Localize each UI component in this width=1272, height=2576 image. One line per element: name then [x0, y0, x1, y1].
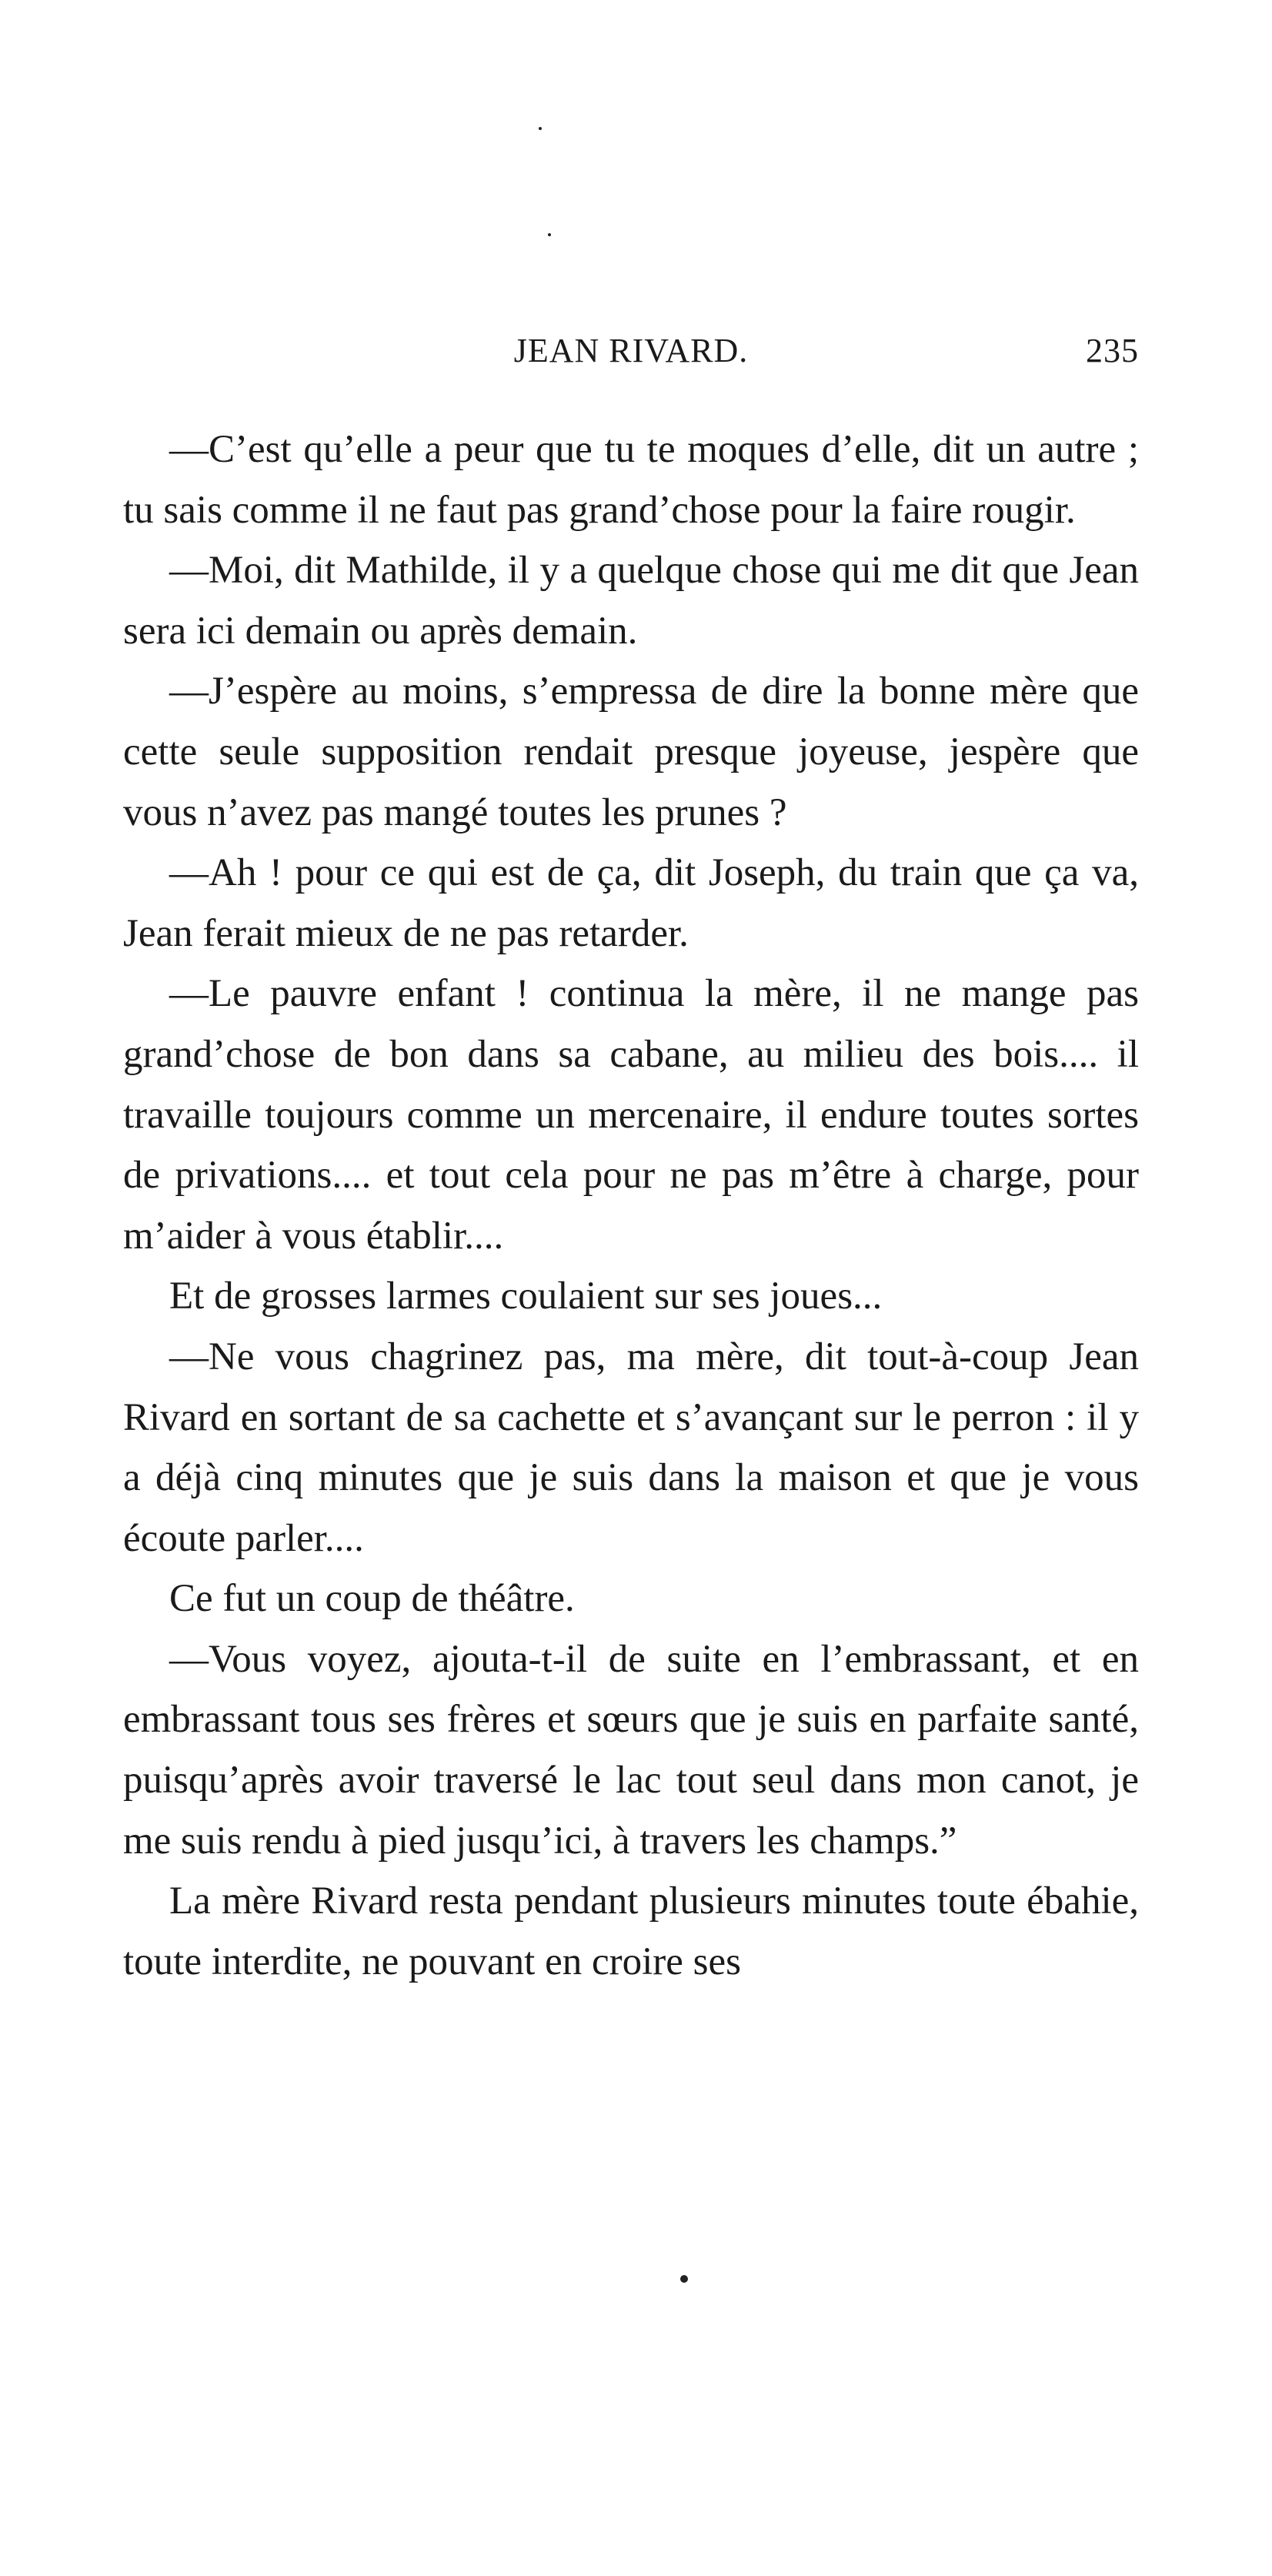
ink-speck — [548, 233, 551, 236]
paragraph: —Vous voyez, ajouta-t-il de suite en l’embrassant, et en embrassant tous ses frères et sœurs que je suis en parfaite santé, puisqu’après avoir traversé le lac tout seul dans mon canot, je me suis rendu à pied jusqu’ici, à travers les champs.” — [123, 1637, 1139, 1863]
paragraph: —Ah ! pour ce qui est de ça, dit Joseph, du train que ça va, Jean ferait mieux de ne pas retarder. — [123, 851, 1139, 955]
paragraph: —Ne vous chagrinez pas, ma mère, dit tout-à-coup Jean Rivard en sortant de sa cachette et s’avançant sur le perron : il y a déjà cinq minutes que je suis dans la maison et que je vous écoute parler.... — [123, 1335, 1139, 1560]
paragraph: —J’espère au moins, s’empressa de dire la bonne mère que cette seule supposition rendait presque joyeuse, jespère que vous n’avez pas mangé toutes les prunes ? — [123, 670, 1139, 834]
ink-speck — [680, 2275, 688, 2283]
paragraph: Ce fut un coup de théâtre. — [169, 1577, 575, 1621]
running-head: JEAN RIVARD. — [513, 332, 749, 369]
paragraph: —C’est qu’elle a peur que tu te moques d’elle, dit un autre ; tu sais comme il ne faut pas grand’chose pour la faire rougir. — [123, 428, 1139, 532]
page-header — [123, 331, 1139, 385]
paragraph: —Moi, dit Mathilde, il y a quelque chose qui me dit que Jean sera ici demain ou après demain. — [123, 549, 1139, 653]
paragraph: Et de grosses larmes coulaient sur ses joues... — [169, 1275, 883, 1318]
body-text — [123, 419, 1139, 1992]
page-number: 235 — [1086, 332, 1139, 369]
paragraph: La mère Rivard resta pendant plusieurs minutes toute ébahie, toute interdite, ne pouvant en croire ses — [123, 1879, 1139, 1983]
ink-speck — [539, 127, 542, 130]
paragraph: —Le pauvre enfant ! continua la mère, il ne mange pas grand’chose de bon dans sa cabane, au milieu des bois.... il travaille toujours comme un mercenaire, il endure toutes sortes de privations.... et tout cela pour ne pas m’être à charge, pour m’aider à vous établir.... — [123, 972, 1139, 1258]
